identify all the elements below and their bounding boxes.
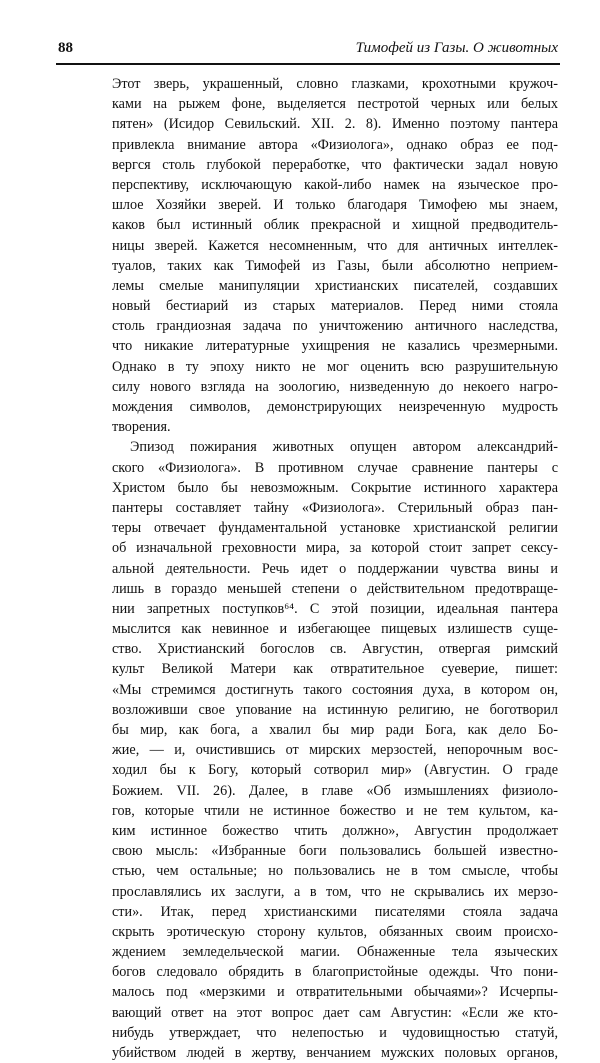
text-line: жие, — и, очистившись от мирских мерзостей, непорочным вос-: [112, 742, 558, 759]
text-line: бы мир, как бога, а хвалил бы мир ради Бога, как дело Бо-: [112, 722, 558, 738]
text-line: Христом было бы невозможным. Сокрытие истинного характера: [112, 479, 558, 496]
text-line: каков был истинный облик прекрасной и хищной предводитель-: [112, 217, 558, 234]
text-line: ницы зверей. Кажется несомненным, что для античных интеллек-: [112, 237, 558, 254]
text-line: что никакие литературные ухищрения не казались чрезмерными.: [112, 338, 558, 355]
text-line: творения.: [112, 419, 171, 436]
text-line: «Мы стремимся достигнуть такого состояния духа, в котором он,: [112, 681, 558, 698]
text-line: пятен» (Исидор Севильский. XII. 2. 8). Именно поэтому пантера: [112, 116, 558, 133]
text-line: столь грандиозная задача по уничтожению античного наследства,: [112, 318, 558, 335]
text-line: ство. Христианский богослов св. Августин, отвергая римский: [112, 641, 558, 658]
text-line: нибудь утверждает, что нелепостью и чудовищностью статуй,: [112, 1024, 558, 1041]
text-line: сти». Итак, перед христианскими писателями стояла задача: [112, 903, 558, 920]
text-line: силу нового взгляда на зоологию, низведенную до некоего нагро-: [112, 378, 558, 395]
text-line: убийством людей в жертву, венчанием мужских половых органов,: [112, 1045, 558, 1061]
text-line: Божием. VII. 26). Далее, в главе «Об измышлениях физиоло-: [112, 782, 558, 799]
text-line: перспективу, исключающую какой-либо намек на языческое про-: [112, 176, 558, 193]
text-line: ского «Физиолога». В противном случае сравнение пантеры с: [112, 459, 558, 476]
text-line: богов следовало обрядить в благопристойные одежды. Что пони-: [112, 964, 558, 981]
text-line: шлое Хозяйки зверей. И только благодаря Тимофею мы знаем,: [112, 197, 558, 214]
text-line: альной деятельности. Речь идет о поддержании чувства вины и: [112, 560, 558, 577]
text-line: вергся столь глубокой переработке, что фактически задал новую: [112, 156, 558, 173]
text-line: Эпизод пожирания животных опущен автором александрий-: [130, 439, 558, 456]
text-line: ким истинное божество чтить должно», Августин продолжает: [112, 822, 558, 839]
page-number: 88: [58, 40, 73, 56]
text-line: мождения символов, демонстрирующих неизреченную мудрость: [112, 399, 558, 415]
running-title: Тимофей из Газы. О животных: [355, 40, 558, 56]
text-line: лишь в гораздо меньшей степени о действительном предотвраще-: [112, 580, 558, 597]
text-line: Этот зверь, украшенный, словно глазками, крохотными кружоч-: [112, 76, 558, 92]
text-line: ходил бы к Богу, который сотворил мир» (Августин. О граде: [112, 762, 558, 779]
text-line: ждением земледельческой магии. Обнаженные тела языческих: [112, 944, 558, 961]
text-line: ками на рыжем фоне, выделяется пестротой черных или белых: [112, 96, 558, 113]
text-line: культ Великой Матери как отвратительное суеверие, пишет:: [112, 661, 558, 678]
text-line: вающий ответ на этот вопрос дает сам Августин: «Если же кто-: [112, 1004, 558, 1021]
text-line: Однако в ту эпоху никто не мог оценить всю разрушительную: [112, 358, 558, 375]
text-line: об изначальной греховности мира, за которой стоит запрет сексу-: [112, 540, 558, 557]
header-rule: [56, 63, 560, 65]
text-line: туалов, таких как Тимофей из Газы, были абсолютно неприем-: [112, 257, 558, 274]
text-line: прославлялись их заслуги, а в том, что не скрывались их мерзо-: [112, 883, 558, 900]
body-text: [112, 74, 558, 1063]
text-line: привлекла внимание автора «Физиолога», однако образ ее под-: [112, 136, 558, 153]
text-line: лемы смелые манипуляции христианских писателей, создавших: [112, 277, 558, 294]
text-line: возложивши свое упование на истинную религию, не боготворил: [112, 701, 558, 718]
text-line: мыслится как невинное и избегающее пищевых излишеств суще-: [112, 621, 558, 638]
text-line: новый бестиарий из старых материалов. Перед ними стояла: [112, 298, 558, 315]
text-line: малось под «мерзкими и отвратительными обычаями»? Исчерпы-: [112, 984, 558, 1001]
text-line: свою мысль: «Избранные боги пользовались большей известно-: [112, 843, 558, 860]
text-line: пантеры составляет тайну «Физиолога». Стерильный образ пан-: [112, 499, 558, 516]
text-line: гов, которые чтили не истинное божество и не тем культом, ка-: [112, 802, 558, 819]
text-line: стью, чем остальные; но пользовались не в том смысле, чтобы: [112, 863, 558, 880]
text-line: скрыть эротическую сторону культов, обязанных своим происхо-: [112, 923, 558, 940]
text-line: теры отвечает фундаментальной установке христианской религии: [112, 520, 558, 537]
text-line: нии запретных поступков⁶⁴. С этой позиции, идеальная пантера: [112, 600, 558, 617]
